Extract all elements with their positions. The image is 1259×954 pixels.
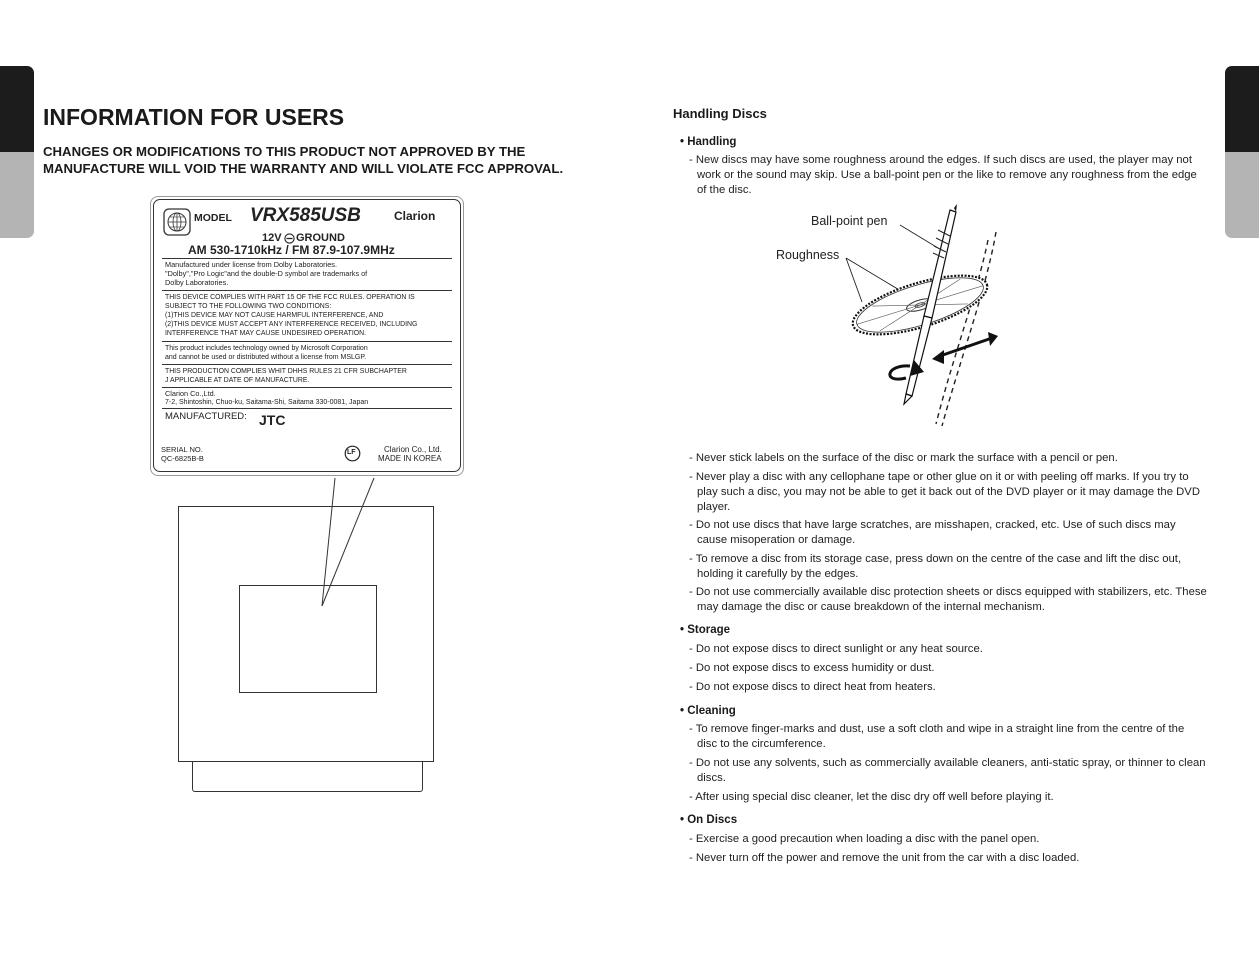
power-spec: 12V bbox=[262, 232, 282, 244]
subsection-storage: • Storage bbox=[680, 624, 731, 636]
list-item: - After using special disc cleaner, let the disc dry off well before playing it. bbox=[689, 791, 1054, 803]
list-item: - To remove finger-marks and dust, use a soft cloth and wipe in a straight line from the centre of the disc to the circumference. bbox=[689, 723, 1185, 750]
lf-mark-text: LF bbox=[347, 449, 356, 456]
list-item: - Never stick labels on the surface of the disc or mark the surface with a pencil or pen. bbox=[689, 452, 1118, 464]
fcc-line: (1)THIS DEVICE MAY NOT CAUSE HARMFUL INTERFERENCE, AND bbox=[165, 312, 384, 319]
country-of-origin: MADE IN KOREA bbox=[378, 454, 442, 463]
dolby-line: Dolby Laboratories. bbox=[165, 278, 229, 287]
list-item: - Do not expose discs to excess humidity or dust. bbox=[689, 662, 935, 674]
address-line: Clarion Co.,Ltd. bbox=[165, 389, 216, 398]
subsection-handling: • Handling bbox=[680, 136, 737, 148]
company-name: Clarion Co., Ltd. bbox=[384, 445, 442, 454]
address-line: 7-2, Shintoshin, Chuo-ku, Saitama-Shi, Saitama 330-0081, Japan bbox=[165, 399, 369, 406]
bullet-icon: • bbox=[680, 705, 688, 717]
list-item: - Never play a disc with any cellophane tape or other glue on it or with peeling off marks. If you try to play such a disc, you may not be able to get it back out of the DVD player or it may damage the DVD player. bbox=[689, 471, 1200, 513]
fcc-warning-text: CHANGES OR MODIFICATIONS TO THIS PRODUCT NOT APPROVED BY THE MANUFACTURE WILL VOID THE WARRANTY AND WILL VIOLATE FCC APPROVAL. bbox=[43, 144, 564, 176]
list-item: - Do not expose discs to direct heat from heaters. bbox=[689, 681, 936, 693]
bullet-icon: • bbox=[680, 624, 688, 636]
list-item: - Exercise a good precaution when loading a disc with the panel open. bbox=[689, 833, 1040, 845]
dhhs-line: J APPLICABLE AT DATE OF MANUFACTURE. bbox=[165, 377, 310, 384]
list-item: - Do not expose discs to direct sunlight or any heat source. bbox=[689, 643, 983, 655]
subsection-on-discs: • On Discs bbox=[680, 814, 738, 826]
microsoft-line: This product includes technology owned by Microsoft Corporation bbox=[165, 345, 368, 352]
fcc-line: SUBJECT TO THE FOLLOWING TWO CONDITIONS: bbox=[165, 303, 332, 310]
serial-caption: SERIAL NO. bbox=[161, 445, 203, 454]
subsection-cleaning: • Cleaning bbox=[680, 705, 736, 717]
fcc-line: (2)THIS DEVICE MUST ACCEPT ANY INTERFERENCE RECEIVED, INCLUDING bbox=[165, 321, 418, 328]
serial-number: QC-6825B-B bbox=[161, 454, 204, 463]
ground-spec: GROUND bbox=[296, 232, 345, 244]
dolby-line: "Dolby","Pro Logic"and the double-D symbol are trademarks of bbox=[165, 269, 368, 278]
bullet-icon: • bbox=[680, 136, 688, 148]
fcc-line: THIS DEVICE COMPLIES WITH PART 15 OF THE FCC RULES. OPERATION IS bbox=[165, 294, 415, 301]
list-item: - Never turn off the power and remove the unit from the car with a disc loaded. bbox=[689, 852, 1080, 864]
manufacturer-code: JTC bbox=[259, 412, 286, 428]
section-title: Handling Discs bbox=[673, 106, 767, 121]
microsoft-line: and cannot be used or distributed without a license from MSLGP. bbox=[165, 354, 367, 361]
list-item: - Do not use any solvents, such as commercially available cleaners, anti-static spray, or thinner to clean discs. bbox=[689, 757, 1206, 784]
list-item: - Do not use discs that have large scratches, are misshapen, cracked, etc. Use of such discs may cause misoperation or damage. bbox=[689, 519, 1176, 546]
frequency-spec: AM 530-1710kHz / FM 87.9-107.9MHz bbox=[188, 243, 395, 257]
pen-callout-label: Ball-point pen bbox=[811, 214, 888, 228]
dolby-line: Manufactured under license from Dolby Laboratories. bbox=[165, 260, 337, 269]
roughness-callout-label: Roughness bbox=[776, 248, 840, 262]
fcc-line: INTERFERENCE THAT MAY CAUSE UNDESIRED OPERATION. bbox=[165, 330, 367, 337]
list-item: - New discs may have some roughness around the edges. If such discs are used, the player may not work or the sound may skip. Use a ball-point pen or the like to remove any roughness from the edge of the disc. bbox=[689, 154, 1197, 196]
list-item: - Do not use commercially available disc protection sheets or discs equipped with stabilizers, etc. These may damage the disc or cause breakdown of the internal mechanism. bbox=[689, 586, 1207, 613]
model-caption: MODEL bbox=[194, 212, 232, 224]
manufactured-caption: MANUFACTURED: bbox=[165, 411, 247, 422]
brand-logo-text: Clarion bbox=[394, 209, 436, 223]
list-item: - To remove a disc from its storage case, press down on the centre of the case and lift the disc out, holding it carefully by the edges. bbox=[689, 553, 1182, 580]
dhhs-line: THIS PRODUCTION COMPLIES WHIT DHHS RULES 21 CFR SUBCHAPTER bbox=[165, 368, 407, 375]
model-name: VRX585USB bbox=[250, 205, 361, 226]
page-title: INFORMATION FOR USERS bbox=[43, 104, 345, 130]
bullet-icon: • bbox=[680, 814, 688, 826]
disc-pen-illustration bbox=[820, 200, 1020, 430]
